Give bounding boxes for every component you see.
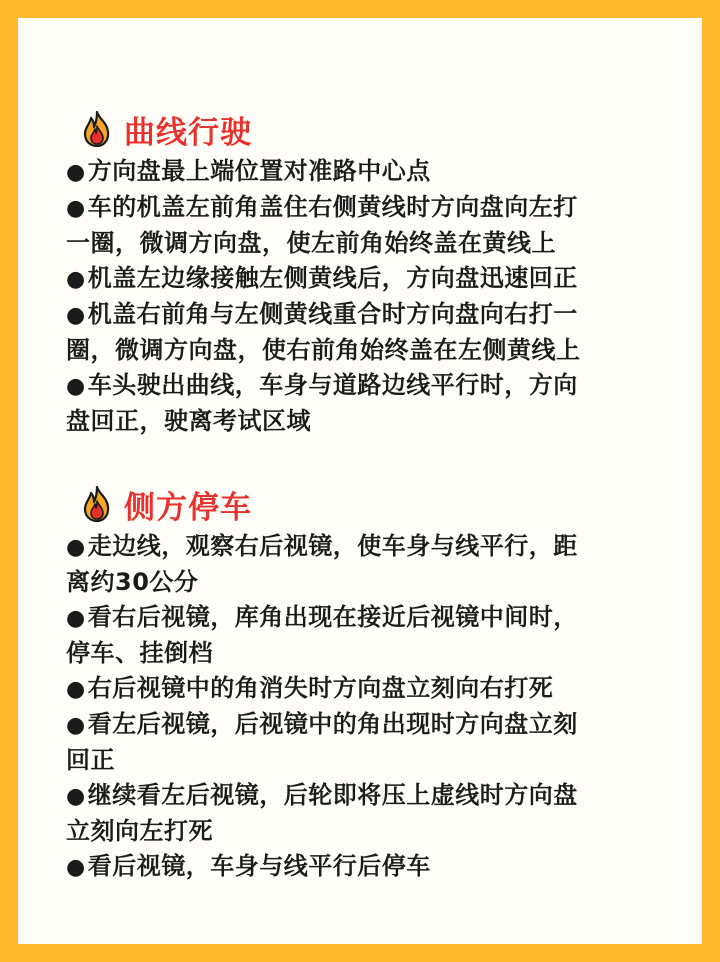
item-line: 机盖左边缘接触左侧黄线后，方向盘迅速回正 <box>87 264 578 292</box>
list-item <box>66 368 666 439</box>
list-item <box>66 707 666 778</box>
item-line: 看右后视镜，库角出现在接近后视镜中间时， <box>87 603 578 631</box>
section-heading <box>66 481 666 527</box>
item-line: 走边线，观察右后视镜，使车身与线平行，距 <box>87 532 578 560</box>
bullet-icon: ● <box>66 713 86 738</box>
item-line: 回正 <box>66 746 115 774</box>
section-parallel-parking <box>66 481 666 885</box>
bullet-icon: ● <box>66 160 86 185</box>
list-item <box>66 154 666 190</box>
bullet-icon: ● <box>66 535 86 560</box>
fire-icon <box>80 110 114 148</box>
item-line: 停车、挂倒档 <box>66 639 213 667</box>
list-item <box>66 849 666 885</box>
fire-icon <box>80 485 114 523</box>
item-line: 机盖右前角与左侧黄线重合时方向盘向右打一 <box>87 300 578 328</box>
item-line: 看后视镜，车身与线平行后停车 <box>87 852 431 880</box>
bullet-icon: ● <box>66 374 86 399</box>
list-item <box>66 671 666 707</box>
list-item <box>66 600 666 671</box>
bullet-icon: ● <box>66 677 86 702</box>
bullet-list <box>66 154 666 439</box>
list-item <box>66 261 666 297</box>
bullet-icon: ● <box>66 267 86 292</box>
list-item <box>66 297 666 368</box>
item-line: 继续看左后视镜，后轮即将压上虚线时方向盘 <box>87 781 578 809</box>
bullet-icon: ● <box>66 606 86 631</box>
bullet-icon: ● <box>66 196 86 221</box>
bullet-list <box>66 529 666 885</box>
content-card <box>18 18 702 944</box>
list-item <box>66 190 666 261</box>
item-line: 车头驶出曲线，车身与道路边线平行时，方向 <box>87 371 578 399</box>
item-line: 一圈，微调方向盘，使左前角始终盖在黄线上 <box>66 229 556 257</box>
bullet-icon: ● <box>66 784 86 809</box>
bullet-icon: ● <box>66 303 86 328</box>
item-line: 立刻向左打死 <box>66 817 213 845</box>
section-title: 曲线行驶 <box>124 114 252 151</box>
list-item <box>66 529 666 600</box>
item-line: 方向盘最上端位置对准路中心点 <box>87 157 431 185</box>
section-heading <box>66 106 666 152</box>
item-line: 盘回正，驶离考试区域 <box>66 407 311 435</box>
item-line: 右后视镜中的角消失时方向盘立刻向右打死 <box>87 674 554 702</box>
bullet-icon: ● <box>66 855 86 880</box>
item-line: 看左后视镜，后视镜中的角出现时方向盘立刻 <box>87 710 578 738</box>
section-curve-driving <box>66 106 666 439</box>
item-line: 圈，微调方向盘，使右前角始终盖在左侧黄线上 <box>66 336 581 364</box>
item-line: 车的机盖左前角盖住右侧黄线时方向盘向左打 <box>87 193 578 221</box>
list-item <box>66 778 666 849</box>
item-line: 离约30公分 <box>66 568 199 596</box>
section-title: 侧方停车 <box>124 489 252 526</box>
